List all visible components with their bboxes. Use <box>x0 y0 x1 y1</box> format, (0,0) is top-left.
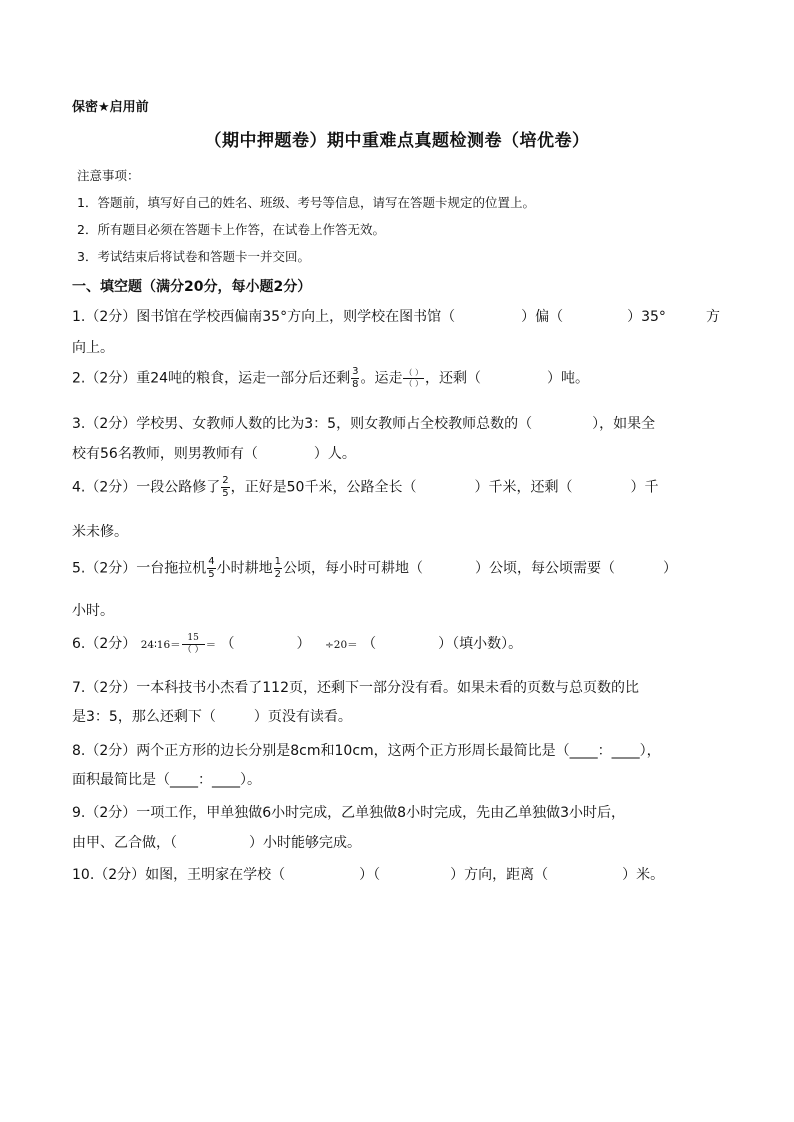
note-item-2: 2．所有题目必须在答题卡上作答，在试卷上作答无效。 <box>77 222 385 237</box>
q6-text-a: 6.（2分） <box>72 636 137 652</box>
question-4-line-2: 米未修。 <box>72 524 128 540</box>
question-5-line-1 <box>72 557 677 580</box>
q5-frac2-den: 2 <box>274 569 282 580</box>
q2-frac2-den: （ ） <box>404 379 423 388</box>
q7-text-line2a: 是3：5，那么还剩下（ <box>72 709 216 725</box>
q7-text-line2b: ）页没有读看。 <box>253 709 352 725</box>
question-8-line-2: 面积最简比是（____：____）。 <box>72 772 261 788</box>
q2-blank-fraction[interactable] <box>403 369 424 388</box>
q6-frac-den: （ ） <box>182 644 204 655</box>
exam-title: （期中押题卷）期中重难点真题检测卷（培优卷） <box>204 131 590 151</box>
q4-text-c: ）千米，还剩（ <box>474 479 573 496</box>
q2-frac2-num: （ ） <box>404 368 423 377</box>
q1-text-a: 1.（2分）图书馆在学校西偏南35°方向上，则学校在图书馆（ <box>72 309 456 325</box>
question-7-line-2 <box>72 706 352 726</box>
question-1-line-1 <box>72 306 666 326</box>
q6-fraction <box>182 634 205 655</box>
q5-text-d: ）公顷，每公顷需要（ <box>475 560 616 577</box>
q9-text-line2a: 由甲、乙合做，（ <box>72 835 177 851</box>
q3-text-b: ），如果全 <box>592 416 656 432</box>
q3-text-line2a: 校有56名教师，则男教师有（ <box>72 446 258 462</box>
q2-text-d: ）吨。 <box>547 370 589 387</box>
question-7-line-1: 7.（2分）一本科技书小杰看了112页，还剩下一部分没有看。如果未看的页数与总页数的比 <box>72 680 639 696</box>
q1-text-c: ）35° <box>627 309 666 325</box>
question-1-line-2: 向上。 <box>72 340 114 356</box>
q2-fraction <box>351 367 359 390</box>
q6-text-e: ）（填小数）。 <box>438 636 523 652</box>
q6-divide: ÷20＝ <box>324 639 358 651</box>
q4-frac-den: 5 <box>222 488 229 499</box>
question-3-line-2 <box>72 443 356 463</box>
q4-text-a: 4.（2分）一段公路修了 <box>72 479 221 496</box>
q5-fraction-1 <box>207 557 215 580</box>
question-2 <box>72 367 589 390</box>
question-8-line-1: 8.（2分）两个正方形的边长分别是8cm和10cm，这两个正方形周长最简比是（____：____）， <box>72 743 661 759</box>
q1-text-d: 方 <box>706 309 720 325</box>
q6-equals: ＝ <box>205 639 217 651</box>
question-9-line-2 <box>72 832 361 852</box>
q4-text-d: ）千 <box>630 479 659 496</box>
q6-text-b: （ <box>220 636 235 652</box>
q6-frac-num: 15 <box>187 632 199 643</box>
q5-text-a: 5.（2分）一台拖拉机 <box>72 560 207 577</box>
q5-fraction-2 <box>274 557 282 580</box>
q5-text-c: 公顷，每小时可耕地（ <box>283 560 424 577</box>
question-6 <box>72 633 522 655</box>
q9-text-line2b: ）小时能够完成。 <box>249 835 361 851</box>
q2-frac-num: 3 <box>352 366 359 377</box>
notes-heading: 注意事项： <box>77 168 140 183</box>
q10-text-c: ）方向，距离（ <box>450 867 549 883</box>
q4-frac-num: 2 <box>222 475 229 486</box>
q6-ratio: 24∶16＝ <box>140 639 181 651</box>
q2-frac-den: 8 <box>352 379 359 390</box>
q6-text-d: （ <box>362 636 377 652</box>
section-title: 一、填空题（满分20分，每小题2分） <box>72 279 312 295</box>
q5-frac1-den: 5 <box>208 569 215 580</box>
question-4-line-1 <box>72 476 658 499</box>
question-3-line-1 <box>72 413 655 433</box>
q2-text-b: 。运走 <box>360 370 403 387</box>
q6-text-c: ） <box>296 636 311 652</box>
q10-text-d: ）米。 <box>622 867 665 883</box>
q1-text-b: ）偏（ <box>521 309 564 325</box>
q4-text-b: ，正好是50千米，公路全长（ <box>230 479 417 496</box>
q2-text-c: ，还剩（ <box>425 370 481 387</box>
question-5-line-2: 小时。 <box>72 603 114 619</box>
note-item-3: 3．考试结束后将试卷和答题卡一并交回。 <box>77 249 310 264</box>
q4-fraction <box>221 476 229 499</box>
q3-text-a: 3.（2分）学校男、女教师人数的比为3：5，则女教师占全校教师总数的（ <box>72 416 533 432</box>
note-item-1: 1．答题前，填写好自己的姓名、班级、考号等信息，请写在答题卡规定的位置上。 <box>77 195 535 210</box>
q2-text-a: 2.（2分）重24吨的粮食，运走一部分后还剩 <box>72 370 351 387</box>
confidential-label: 保密★启用前 <box>72 100 149 115</box>
q5-text-e: ） <box>663 560 678 577</box>
q3-text-line2b: ）人。 <box>313 446 356 462</box>
q5-text-b: 小时耕地 <box>216 560 273 577</box>
question-10 <box>72 864 664 884</box>
q5-frac2-num: 1 <box>274 556 282 567</box>
q5-frac1-num: 4 <box>208 556 215 567</box>
q10-text-b: ）（ <box>359 867 381 883</box>
q10-text-a: 10.（2分）如图，王明家在学校（ <box>72 867 286 883</box>
question-9-line-1: 9.（2分）一项工作，甲单独做6小时完成，乙单独做8小时完成，先由乙单独做3小时后， <box>72 805 625 821</box>
